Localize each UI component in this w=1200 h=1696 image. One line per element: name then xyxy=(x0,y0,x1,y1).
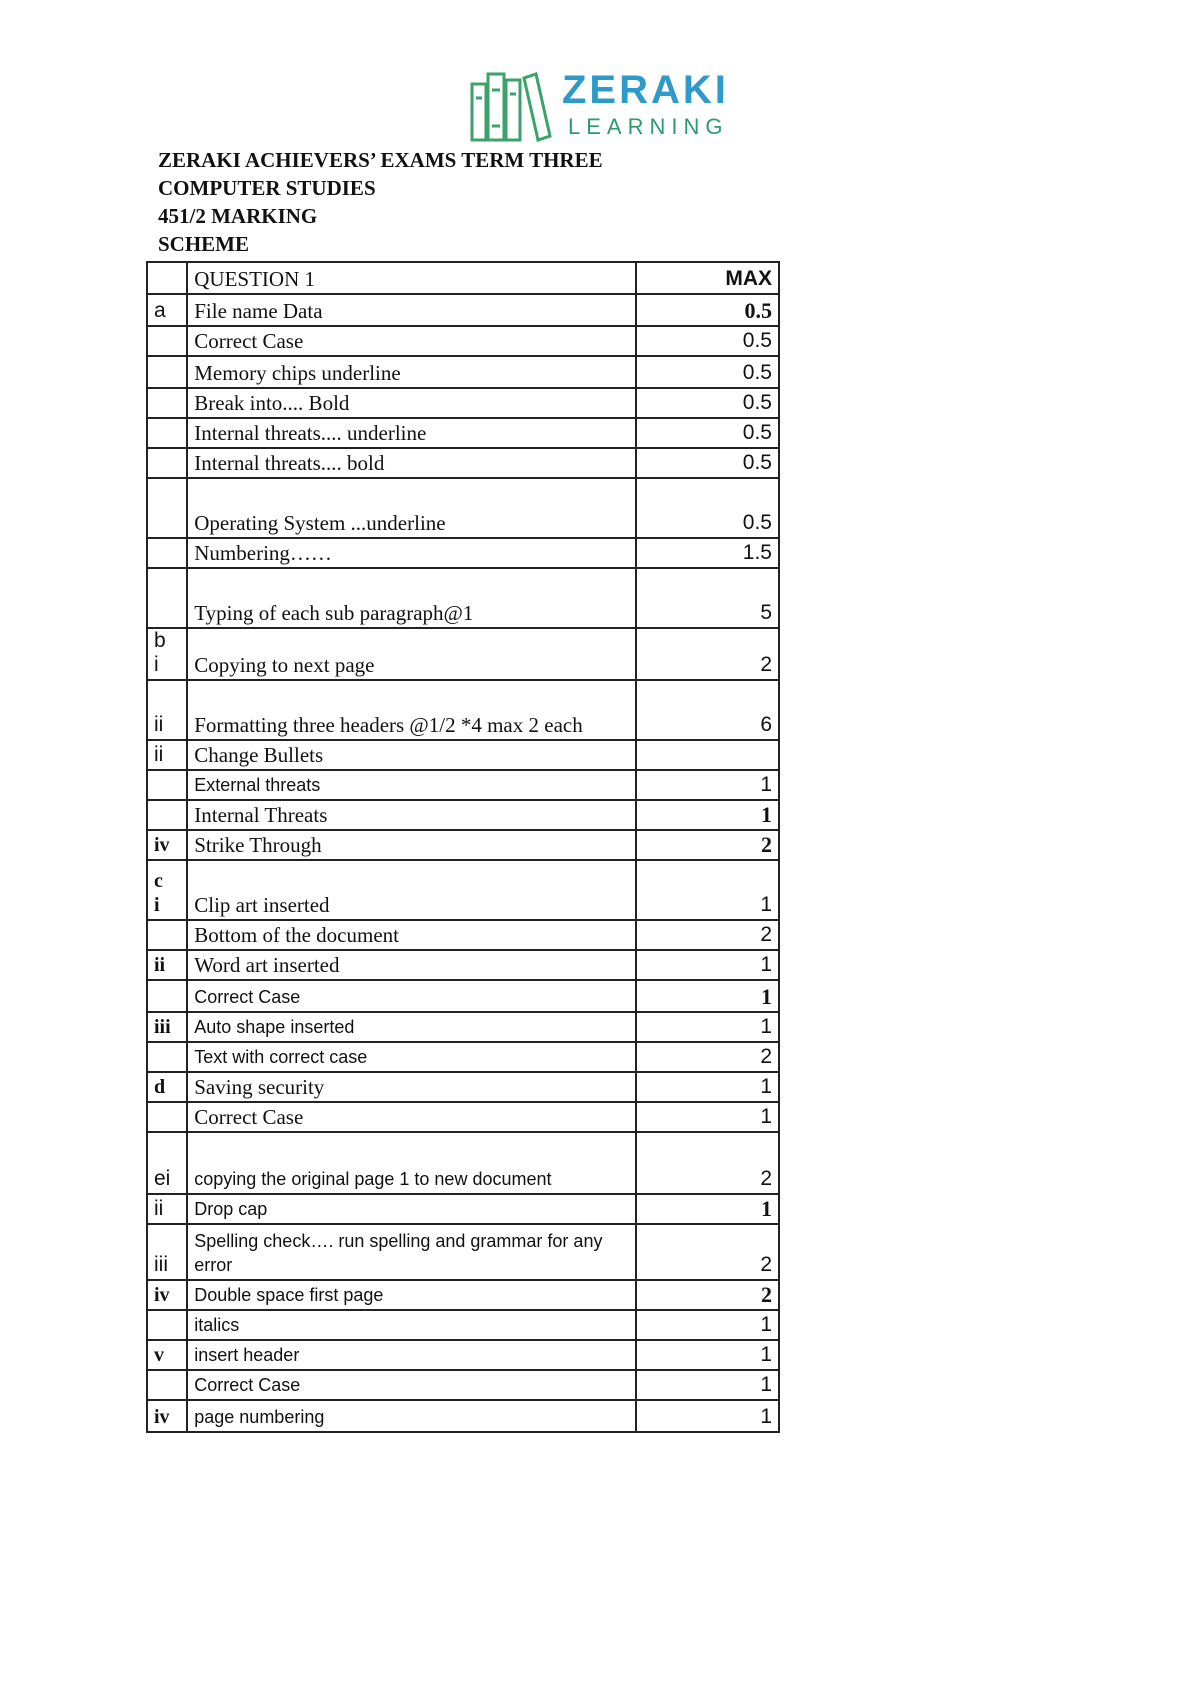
row-marks-cell: 2 xyxy=(636,830,779,860)
table-row xyxy=(147,326,779,356)
row-description-cell: Operating System ...underline xyxy=(187,478,636,538)
table-row xyxy=(147,860,779,920)
heading-line-scheme: SCHEME xyxy=(158,232,250,256)
row-label-top: b xyxy=(154,629,166,652)
zeraki-logo xyxy=(470,70,750,145)
row-description-cell: Spelling check…. run spelling and grammar for any error xyxy=(187,1224,636,1280)
row-label: iii xyxy=(154,1253,168,1276)
table-row xyxy=(147,1072,779,1102)
row-marks-cell: 5 xyxy=(636,568,779,628)
row-description-cell: Copying to next page xyxy=(187,628,636,680)
row-label-cell xyxy=(147,356,187,388)
row-marks-cell: 1 xyxy=(636,1012,779,1042)
table-row xyxy=(147,388,779,418)
row-label: iv xyxy=(154,1406,170,1428)
row-description-cell: Typing of each sub paragraph@1 xyxy=(187,568,636,628)
header-max-cell: MAX xyxy=(636,262,779,294)
row-marks-cell: 0.5 xyxy=(636,326,779,356)
row-description-cell: External threats xyxy=(187,770,636,800)
table-row xyxy=(147,1400,779,1432)
table-row xyxy=(147,680,779,740)
heading-line-subject: COMPUTER STUDIES xyxy=(158,176,376,200)
row-label: a xyxy=(154,299,166,322)
table-row xyxy=(147,1042,779,1072)
row-marks-cell: 1.5 xyxy=(636,538,779,568)
row-marks-cell: 1 xyxy=(636,860,779,920)
row-marks-cell: 0.5 xyxy=(636,478,779,538)
table-row xyxy=(147,1012,779,1042)
row-marks-cell: 0.5 xyxy=(636,418,779,448)
table-row xyxy=(147,1224,779,1280)
row-marks-cell: 2 xyxy=(636,1280,779,1310)
row-label-cell xyxy=(147,1224,187,1280)
row-label-cell xyxy=(147,418,187,448)
row-marks-cell: 0.5 xyxy=(636,356,779,388)
row-label: i xyxy=(154,894,160,916)
table-row xyxy=(147,980,779,1012)
table-row xyxy=(147,830,779,860)
row-label-cell xyxy=(147,568,187,628)
row-marks-cell: 2 xyxy=(636,1224,779,1280)
table-row xyxy=(147,1310,779,1340)
row-marks-cell xyxy=(636,740,779,770)
row-label-cell xyxy=(147,1310,187,1340)
row-label-cell xyxy=(147,740,187,770)
table-row xyxy=(147,1194,779,1224)
row-description-cell: Correct Case xyxy=(187,1102,636,1132)
table-row xyxy=(147,770,779,800)
row-description-cell: Memory chips underline xyxy=(187,356,636,388)
table-row xyxy=(147,1280,779,1310)
row-label-cell xyxy=(147,478,187,538)
row-marks-cell: 1 xyxy=(636,1194,779,1224)
table-row xyxy=(147,418,779,448)
table-row xyxy=(147,1102,779,1132)
row-description-cell: page numbering xyxy=(187,1400,636,1432)
row-description-cell: Text with correct case xyxy=(187,1042,636,1072)
row-description-cell: Saving security xyxy=(187,1072,636,1102)
row-description-cell: Bottom of the document xyxy=(187,920,636,950)
row-label: v xyxy=(154,1344,164,1366)
row-marks-cell: 1 xyxy=(636,950,779,980)
row-label-cell xyxy=(147,800,187,830)
logo-brand: ZERAKI xyxy=(562,68,729,112)
row-marks-cell: 1 xyxy=(636,770,779,800)
row-description-cell: Correct Case xyxy=(187,980,636,1012)
table-row xyxy=(147,478,779,538)
row-marks-cell: 1 xyxy=(636,1340,779,1370)
row-marks-cell: 1 xyxy=(636,800,779,830)
row-label-cell xyxy=(147,448,187,478)
table-row xyxy=(147,538,779,568)
row-label: d xyxy=(154,1076,166,1098)
row-description-cell: Break into.... Bold xyxy=(187,388,636,418)
row-description-cell: Strike Through xyxy=(187,830,636,860)
row-description-cell: File name Data xyxy=(187,294,636,326)
row-label-cell xyxy=(147,1102,187,1132)
row-label-cell xyxy=(147,1132,187,1194)
table-row xyxy=(147,740,779,770)
row-marks-cell: 2 xyxy=(636,1042,779,1072)
row-label-cell xyxy=(147,294,187,326)
row-label: ei xyxy=(154,1167,171,1190)
row-marks-cell: 1 xyxy=(636,1370,779,1400)
row-marks-cell: 0.5 xyxy=(636,448,779,478)
row-marks-cell: 2 xyxy=(636,628,779,680)
row-label-top: c xyxy=(154,870,163,892)
marking-scheme-table xyxy=(146,261,780,1433)
logo-tagline: LEARNING xyxy=(568,114,729,139)
table-row xyxy=(147,950,779,980)
row-description-cell: Drop cap xyxy=(187,1194,636,1224)
row-label-cell xyxy=(147,326,187,356)
row-label-cell xyxy=(147,1280,187,1310)
row-marks-cell: 1 xyxy=(636,1400,779,1432)
row-description-cell: Internal Threats xyxy=(187,800,636,830)
row-label-cell xyxy=(147,980,187,1012)
heading-line-paper: 451/2 MARKING xyxy=(158,204,318,228)
row-description-cell: Double space first page xyxy=(187,1280,636,1310)
table-row xyxy=(147,356,779,388)
row-description-cell: Internal threats.... bold xyxy=(187,448,636,478)
row-label-cell xyxy=(147,830,187,860)
row-marks-cell: 6 xyxy=(636,680,779,740)
books-icon xyxy=(470,70,560,142)
row-description-cell: copying the original page 1 to new document xyxy=(187,1132,636,1194)
row-marks-cell: 2 xyxy=(636,1132,779,1194)
table-row xyxy=(147,294,779,326)
row-description-cell: Clip art inserted xyxy=(187,860,636,920)
row-label-cell xyxy=(147,950,187,980)
row-marks-cell: 1 xyxy=(636,1310,779,1340)
row-description-cell: Correct Case xyxy=(187,326,636,356)
row-label: i xyxy=(154,653,159,676)
row-label-cell xyxy=(147,770,187,800)
row-label-cell xyxy=(147,388,187,418)
table-header-row xyxy=(147,262,779,294)
row-description-cell: Change Bullets xyxy=(187,740,636,770)
document-heading xyxy=(158,146,603,258)
row-label: ii xyxy=(154,743,164,766)
row-label: iv xyxy=(154,834,170,856)
row-label-cell xyxy=(147,1072,187,1102)
row-label: ii xyxy=(154,1197,164,1220)
header-label-cell xyxy=(147,262,187,294)
row-marks-cell: 1 xyxy=(636,1102,779,1132)
row-label: iv xyxy=(154,1284,170,1306)
table-row xyxy=(147,448,779,478)
row-description-cell: Auto shape inserted xyxy=(187,1012,636,1042)
row-label-cell xyxy=(147,538,187,568)
row-label-cell xyxy=(147,680,187,740)
table-row xyxy=(147,1340,779,1370)
row-label-cell xyxy=(147,1042,187,1072)
table-row xyxy=(147,1132,779,1194)
row-label: iii xyxy=(154,1016,171,1038)
row-label-cell xyxy=(147,1340,187,1370)
row-label-cell xyxy=(147,1400,187,1432)
table-row xyxy=(147,628,779,680)
row-marks-cell: 1 xyxy=(636,980,779,1012)
row-label-cell xyxy=(147,1194,187,1224)
row-description-cell: Internal threats.... underline xyxy=(187,418,636,448)
heading-line-exam: ZERAKI ACHIEVERS’ EXAMS TERM THREE xyxy=(158,148,603,172)
row-label-cell xyxy=(147,1370,187,1400)
table-row xyxy=(147,568,779,628)
row-label: ii xyxy=(154,954,166,976)
row-description-cell: Correct Case xyxy=(187,1370,636,1400)
row-marks-cell: 0.5 xyxy=(636,294,779,326)
row-description-cell: Numbering…… xyxy=(187,538,636,568)
row-marks-cell: 0.5 xyxy=(636,388,779,418)
row-label: ii xyxy=(154,713,164,736)
row-label-cell xyxy=(147,1012,187,1042)
table-row xyxy=(147,800,779,830)
row-description-cell: Word art inserted xyxy=(187,950,636,980)
row-marks-cell: 2 xyxy=(636,920,779,950)
row-description-cell: italics xyxy=(187,1310,636,1340)
row-label-cell xyxy=(147,628,187,680)
row-marks-cell: 1 xyxy=(636,1072,779,1102)
table-row xyxy=(147,1370,779,1400)
table-row xyxy=(147,920,779,950)
row-description-cell: insert header xyxy=(187,1340,636,1370)
row-label-cell xyxy=(147,860,187,920)
header-question-cell: QUESTION 1 xyxy=(187,262,636,294)
row-description-cell: Formatting three headers @1/2 *4 max 2 each xyxy=(187,680,636,740)
row-label-cell xyxy=(147,920,187,950)
